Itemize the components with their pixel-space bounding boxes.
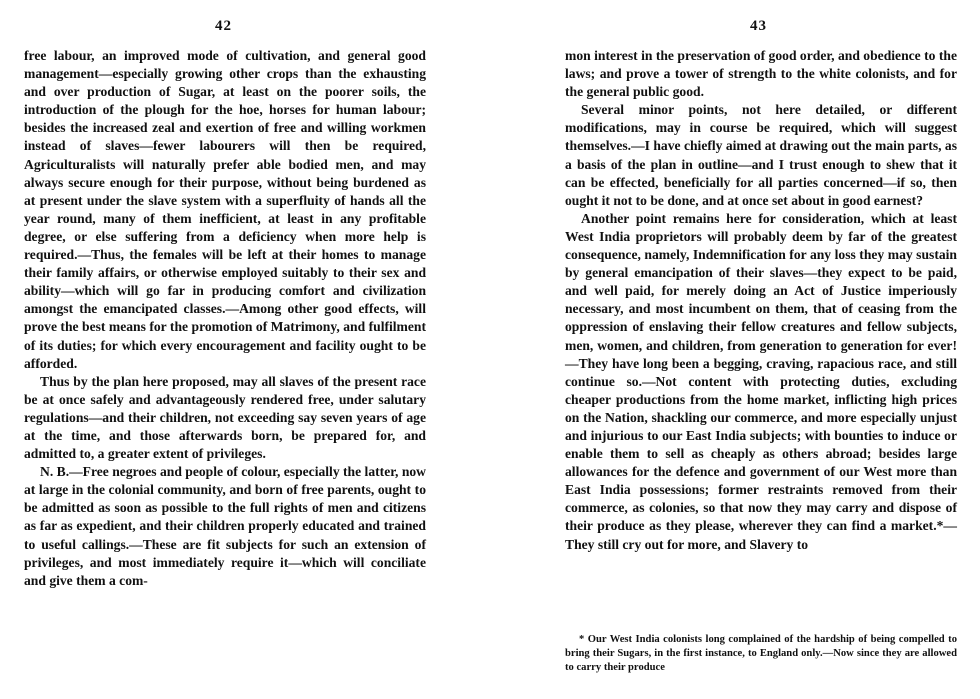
page-number-left: 42: [215, 18, 232, 34]
footnote: * Our West India colonists long complained of the hardship of being compelled to bring their Sugars, in the first instance, to England only.—Now since they are allowed to carry their produce: [565, 634, 957, 673]
right-page: [505, 0, 980, 699]
paragraph-continuation: free labour, an improved mode of cultivation, and general good management—especially growing other crops than the exhausting and over production of Sugar, at least on the poorer soils, the introduction of the plough for the hoe, horses for human labour; besides the increased zeal and exertion of free and willing workmen instead of slaves—fewer labourers will then be required, Agriculturalists will naturally prefer able bodied men, and may always secure enough for their purpose, without being burdened as at present under the slave system with a superfluity of hands all the year round, many of them inefficient, at least in any profitable degree, or else suffering from a deficiency when more help is required.—Thus, the females will be left at their homes to manage their family affairs, or otherwise employed suitably to their sex and ability—which will go far in producing comfort and civilization amongst the emancipated classes.—Among other good effects, will prove the best means for the promotion of Matrimony, and fulfilment of its duties; for which every encouragement and facility ought to be afforded.: [24, 48, 426, 371]
left-page: [0, 0, 470, 699]
paragraph-plan-summary: Thus by the plan here proposed, may all slaves of the present race be at once safely and advantageously rendered free, under salutary regulations—and their children, not exceeding say seven years of age at the time, and those afterwards born, be prepared for, and admitted to, a greater extent of privileges.: [24, 373, 426, 462]
paragraph-indemnification: Another point remains here for consideration, which at least West India proprietors will probably deem by far of the greatest consequence, namely, Indemnification for any loss they may sustain by general emancipation of their slaves—they expect to be paid, and well paid, for merely doing an Act of Justice imperiously necessary, and most incumbent on them, that of ceasing from the oppression of enslaving their fellow creatures and fellow subjects, men, women, and children, from generation to generation for ever!—They have long been a begging, craving, rapacious race, and still continue so.—Not content with protecting duties, excluding cheaper productions from the home market, inflicting high prices on the Nation, shackling our commerce, and more especially unjust and injurious to our East India subjects; with bounties to induce or enable them to sell as cheaply as others abroad; besides large allowances for the defence and government of our West more than East India possessions; former restraints removed from their commerce, as colonies, so that now they may carry and dispose of their produce as they please, wherever they can find a market.*—They still cry out for more, and Slavery to: [565, 210, 957, 552]
paragraph-continuation: mon interest in the preservation of good order, and obedience to the laws; and prove a tower of strength to the white colonists, and for the general public good.: [565, 48, 957, 100]
right-page-body: [565, 47, 957, 554]
paragraph-minor-points: Several minor points, not here detailed, or different modifications, may in course be required, which will suggest themselves.—I have chiefly aimed at drawing out the main parts, as a basis of the plan in outline—and I trust enough to shew that it can be effected, beneficially for all parties concerned—if so, then ought it not to be done, and at once set about in good earnest?: [565, 102, 957, 208]
left-page-body: [24, 47, 426, 590]
paragraph-nota-bene: N. B.—Free negroes and people of colour, especially the latter, now at large in the colonial community, and born of free parents, ought to be admitted as soon as possible to the full rights of men and citizens as far as expedient, and their children properly educated and trained to useful callings.—These are fit subjects for such an extension of privileges, and most immediately require it—which will conciliate and give them a com-: [24, 464, 426, 588]
page-number-right: 43: [750, 18, 767, 34]
